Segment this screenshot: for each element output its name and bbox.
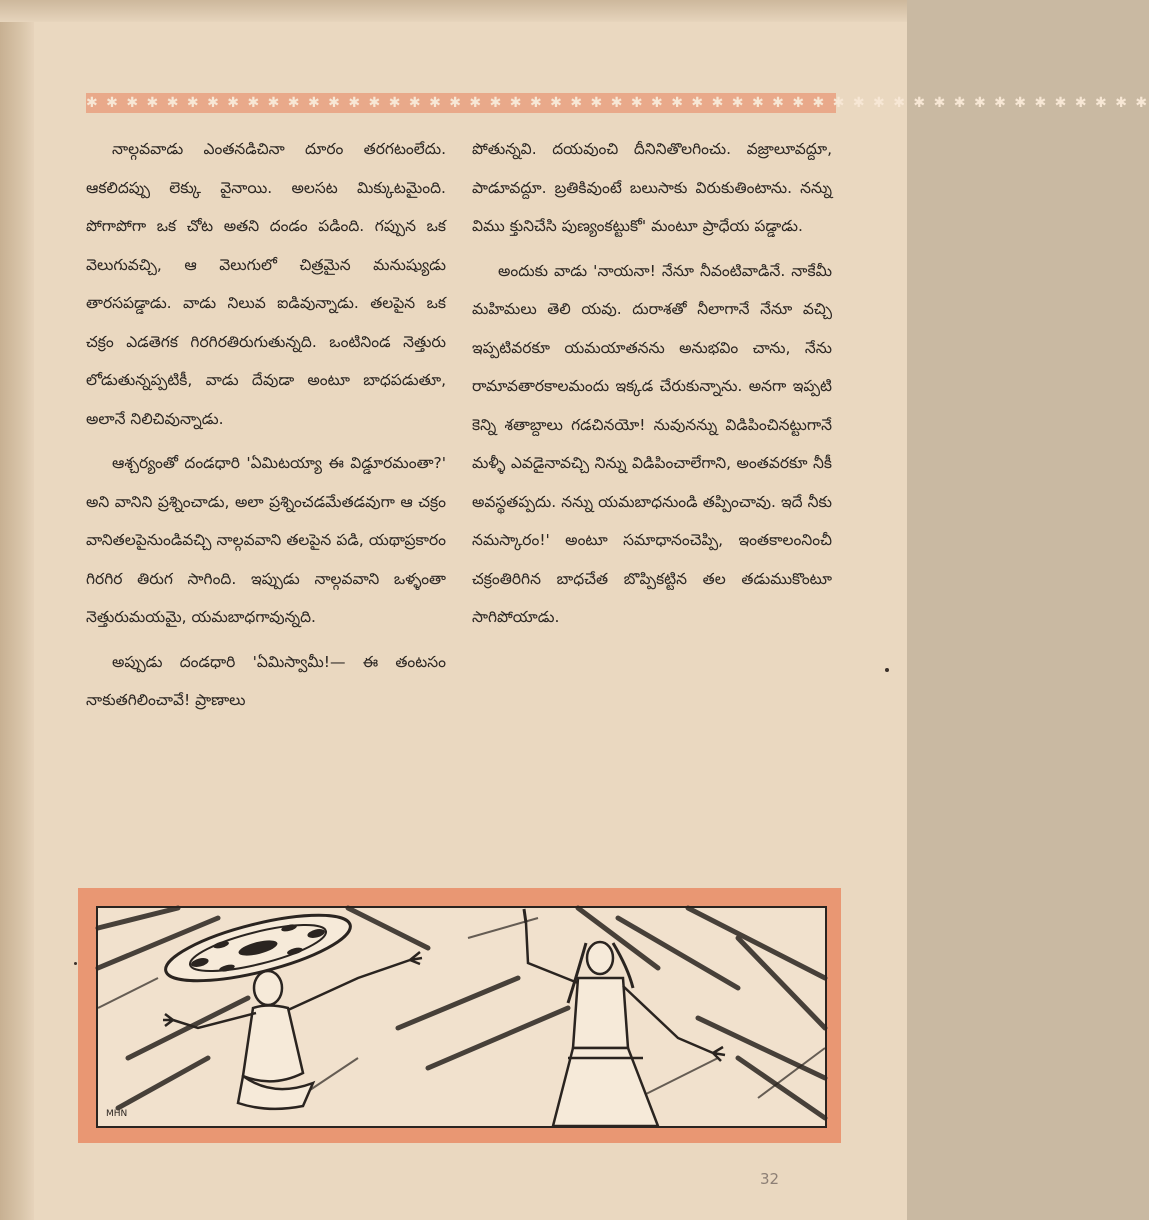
paragraph: పోతున్నవి. దయవుంచి దీనినితొలగించు. వజ్రాలూవద్దూ, పాడూవద్దూ. బ్రతికివుంటే బలుసాకు విరుకుతింటాను. నన్ను విము క్తునిచేసి పుణ్యంకట్టుకో' మంటూ ప్రాధేయ పడ్డాడు. — [472, 140, 832, 235]
illustration-svg — [98, 908, 825, 1126]
page-number: 32 — [760, 1170, 780, 1188]
illustration-frame — [78, 888, 841, 1143]
page-top-shadow — [0, 0, 907, 22]
text-column-left — [86, 130, 446, 726]
print-speck — [74, 962, 77, 965]
paragraph: నాల్గవవాడు ఎంతనడిచినా దూరం తరగటంలేదు. ఆకలిదప్పు లెక్కు వైనాయి. అలసట మిక్కుటమైంది. పోగాపోగా ఒక చోట అతని దండం పడింది. గప్పున ఒక వెలుగువచ్చి, ఆ వెలుగులో చిత్రమైన మనుష్యుడు తారసపడ్డాడు. వాడు నిలువ ఐడివున్నాడు. తలపైన ఒక చక్రం ఎడతెగక గిరగిరతిరుగుతున్నది. ఒంటినిండ నెత్తురు లోడుతున్నప్పటికీ, వాడు దేవుడా అంటూ బాధపడుతూ, అలానే నిలిచివున్నాడు. — [86, 140, 446, 428]
print-speck — [885, 668, 889, 672]
text-column-right — [472, 130, 832, 643]
paragraph: అందుకు వాడు 'నాయనా! నేనూ నీవంటివాడినే. నాకేమీ మహిమలు తెలి యవు. దురాశతో నీలాగానే నేనూ వచ్చి ఇప్పటివరకూ యమయాతనను అనుభవిం చాను, నేను రామావతారకాలమందు ఇక్కడ చేరుకున్నాను. అనగా ఇప్పటి కెన్ని శతాబ్దాలు గడచినయో! నువునన్ను విడిపించినట్టుగానే మళ్ళీ ఎవడైనావచ్చి నిన్ను విడిపించాలేగాని, అంతవరకూ నీకీ అవస్థతప్పదు. నన్ను యమబాధనుండి తప్పించావు. ఇదే నీకు నమస్కారం!' అంటూ సమాధానంచెప్పి, ఇంతకాలంనించీ చక్రంతిరిగిన బాధచేత బొప్పికట్టిన తల తడుముకొంటూ సాగిపోయాడు. — [472, 261, 832, 626]
svg-text:MHN: MHN — [106, 1109, 128, 1119]
chakra-scene-illustration-icon — [96, 906, 827, 1128]
decorative-star-band: ✱ ✱ ✱ ✱ ✱ ✱ ✱ ✱ ✱ ✱ ✱ ✱ ✱ ✱ ✱ ✱ ✱ ✱ ✱ ✱ ✱ ✱ ✱ ✱ ✱ ✱ ✱ ✱ ✱ ✱ ✱ ✱ ✱ ✱ ✱ ✱ ✱ ✱ ✱ ✱ ✱ ✱ ✱ ✱ ✱ ✱ ✱ ✱ ✱ ✱ ✱ ✱ ✱ — [86, 95, 1149, 111]
paragraph: అప్పుడు దండధారి 'ఏమిస్వామీ!— ఈ తంటసం నాకుతగిలించావే! ప్రాణాలు — [86, 652, 446, 709]
paragraph: ఆశ్చర్యంతో దండధారి 'ఏమిటయ్యా ఈ విడ్డూరమంతా?' అని వానిని ప్రశ్నించాడు, అలా ప్రశ్నించడమేతడవుగా ఆ చక్రం వానితలపైనుండివచ్చి నాల్గవవాని తలపైన పడి, యథాప్రకారం గిరగిర తిరుగ సాగింది. ఇప్పుడు నాల్గవవాని ఒళ్ళంతా నెత్తురుమయమై, యమబాధగావున్నది. — [86, 454, 446, 626]
page-gutter-shadow — [0, 0, 34, 1220]
